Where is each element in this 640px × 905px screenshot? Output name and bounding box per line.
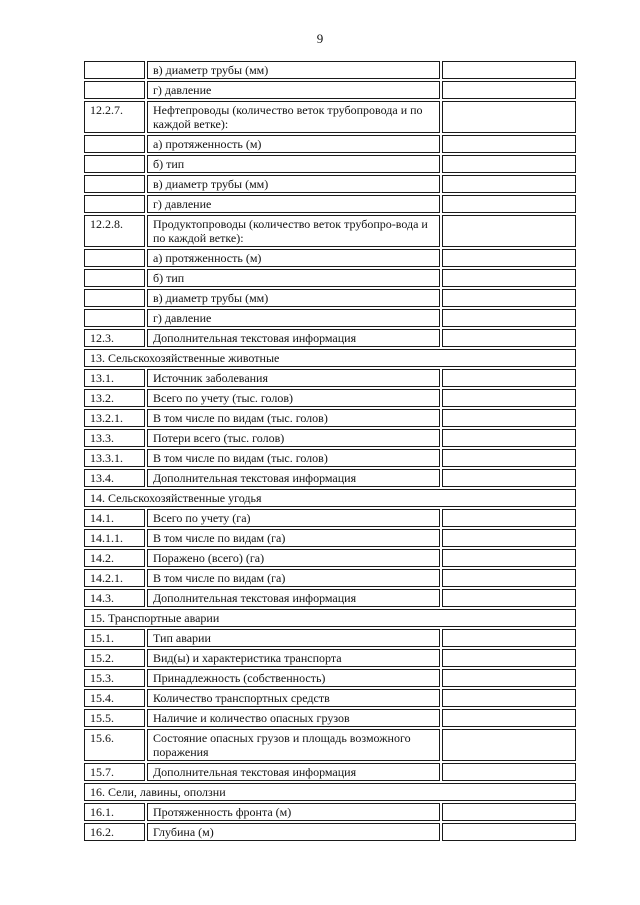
table-row <box>84 689 576 707</box>
item-number-cell: 16.2. <box>84 823 145 841</box>
item-description-cell: Вид(ы) и характеристика транспорта <box>147 649 440 667</box>
table-row <box>84 215 576 247</box>
table-row <box>84 269 576 287</box>
item-number-cell: 15.2. <box>84 649 145 667</box>
item-value-cell[interactable] <box>442 329 576 347</box>
item-value-cell[interactable] <box>442 529 576 547</box>
item-value-cell[interactable] <box>442 269 576 287</box>
item-description-cell: Нефтепроводы (количество веток трубопровода и по каждой ветке): <box>147 101 440 133</box>
item-description-cell: в) диаметр трубы (мм) <box>147 61 440 79</box>
item-value-cell[interactable] <box>442 289 576 307</box>
table-row <box>84 729 576 761</box>
item-value-cell[interactable] <box>442 101 576 133</box>
item-description-cell: Тип аварии <box>147 629 440 647</box>
table-row <box>84 569 576 587</box>
item-description-cell: г) давление <box>147 195 440 213</box>
table-row <box>84 509 576 527</box>
item-number-cell: 15.6. <box>84 729 145 761</box>
table-row <box>84 175 576 193</box>
item-description-cell: Источник заболевания <box>147 369 440 387</box>
section-header-row <box>84 489 576 507</box>
item-description-cell: Состояние опасных грузов и площадь возможного поражения <box>147 729 440 761</box>
item-number-cell: 15.5. <box>84 709 145 727</box>
section-header-row <box>84 609 576 627</box>
item-description-cell: а) протяженность (м) <box>147 249 440 267</box>
item-description-cell: б) тип <box>147 155 440 173</box>
item-number-cell: 13.2.1. <box>84 409 145 427</box>
item-description-cell: Дополнительная текстовая информация <box>147 469 440 487</box>
table-row <box>84 649 576 667</box>
table-row <box>84 823 576 841</box>
item-value-cell[interactable] <box>442 389 576 407</box>
item-number-cell <box>84 289 145 307</box>
item-description-cell: Продуктопроводы (количество веток трубопро-вода и по каждой ветке): <box>147 215 440 247</box>
item-number-cell: 15.1. <box>84 629 145 647</box>
section-header-row <box>84 783 576 801</box>
item-number-cell <box>84 309 145 327</box>
item-description-cell: Всего по учету (тыс. голов) <box>147 389 440 407</box>
table-row <box>84 763 576 781</box>
item-number-cell: 13.4. <box>84 469 145 487</box>
item-description-cell: Наличие и количество опасных грузов <box>147 709 440 727</box>
item-value-cell[interactable] <box>442 549 576 567</box>
item-value-cell[interactable] <box>442 449 576 467</box>
table-row <box>84 389 576 407</box>
item-value-cell[interactable] <box>442 729 576 761</box>
item-value-cell[interactable] <box>442 669 576 687</box>
table-row <box>84 529 576 547</box>
item-value-cell[interactable] <box>442 763 576 781</box>
item-number-cell: 12.2.7. <box>84 101 145 133</box>
page-number: 9 <box>316 31 324 46</box>
table-row <box>84 249 576 267</box>
item-value-cell[interactable] <box>442 249 576 267</box>
item-value-cell[interactable] <box>442 215 576 247</box>
item-number-cell <box>84 135 145 153</box>
item-description-cell: Потери всего (тыс. голов) <box>147 429 440 447</box>
item-number-cell <box>84 81 145 99</box>
item-description-cell: б) тип <box>147 269 440 287</box>
item-number-cell: 13.1. <box>84 369 145 387</box>
item-value-cell[interactable] <box>442 155 576 173</box>
item-number-cell: 14.3. <box>84 589 145 607</box>
table-row <box>84 81 576 99</box>
item-number-cell: 12.3. <box>84 329 145 347</box>
item-number-cell: 15.4. <box>84 689 145 707</box>
item-value-cell[interactable] <box>442 629 576 647</box>
item-description-cell: В том числе по видам (тыс. голов) <box>147 449 440 467</box>
item-value-cell[interactable] <box>442 195 576 213</box>
table-row <box>84 449 576 467</box>
form-table <box>84 61 576 843</box>
item-number-cell <box>84 155 145 173</box>
table-row <box>84 549 576 567</box>
item-value-cell[interactable] <box>442 649 576 667</box>
item-value-cell[interactable] <box>442 135 576 153</box>
item-description-cell: а) протяженность (м) <box>147 135 440 153</box>
table-row <box>84 309 576 327</box>
table-row <box>84 101 576 133</box>
item-number-cell: 16.1. <box>84 803 145 821</box>
item-description-cell: Дополнительная текстовая информация <box>147 329 440 347</box>
item-description-cell: Дополнительная текстовая информация <box>147 589 440 607</box>
item-value-cell[interactable] <box>442 803 576 821</box>
item-description-cell: Принадлежность (собственность) <box>147 669 440 687</box>
item-value-cell[interactable] <box>442 589 576 607</box>
table-row <box>84 803 576 821</box>
item-description-cell: в) диаметр трубы (мм) <box>147 175 440 193</box>
item-number-cell <box>84 175 145 193</box>
item-value-cell[interactable] <box>442 709 576 727</box>
item-description-cell: Количество транспортных средств <box>147 689 440 707</box>
item-number-cell: 12.2.8. <box>84 215 145 247</box>
section-title: 16. Сели, лавины, оползни <box>84 783 576 801</box>
item-value-cell[interactable] <box>442 509 576 527</box>
table-row <box>84 135 576 153</box>
item-number-cell: 15.7. <box>84 763 145 781</box>
section-title: 14. Сельскохозяйственные угодья <box>84 489 576 507</box>
table-row <box>84 61 576 79</box>
item-description-cell: В том числе по видам (га) <box>147 569 440 587</box>
table-row <box>84 669 576 687</box>
item-description-cell: Протяженность фронта (м) <box>147 803 440 821</box>
item-description-cell: Глубина (м) <box>147 823 440 841</box>
table-row <box>84 409 576 427</box>
item-number-cell: 14.2.1. <box>84 569 145 587</box>
item-description-cell: Всего по учету (га) <box>147 509 440 527</box>
table-row <box>84 329 576 347</box>
item-value-cell[interactable] <box>442 689 576 707</box>
item-value-cell[interactable] <box>442 369 576 387</box>
item-number-cell: 14.2. <box>84 549 145 567</box>
item-number-cell <box>84 195 145 213</box>
item-description-cell: Дополнительная текстовая информация <box>147 763 440 781</box>
item-number-cell: 15.3. <box>84 669 145 687</box>
section-header-row <box>84 349 576 367</box>
section-title: 15. Транспортные аварии <box>84 609 576 627</box>
table-row <box>84 155 576 173</box>
item-description-cell: В том числе по видам (тыс. голов) <box>147 409 440 427</box>
table-row <box>84 289 576 307</box>
table-row <box>84 429 576 447</box>
section-title: 13. Сельскохозяйственные животные <box>84 349 576 367</box>
table-row <box>84 195 576 213</box>
item-number-cell: 13.3.1. <box>84 449 145 467</box>
item-description-cell: Поражено (всего) (га) <box>147 549 440 567</box>
item-value-cell[interactable] <box>442 409 576 427</box>
item-number-cell: 13.2. <box>84 389 145 407</box>
table-row <box>84 369 576 387</box>
item-value-cell[interactable] <box>442 61 576 79</box>
item-value-cell[interactable] <box>442 175 576 193</box>
item-value-cell[interactable] <box>442 309 576 327</box>
item-description-cell: В том числе по видам (га) <box>147 529 440 547</box>
item-number-cell: 14.1. <box>84 509 145 527</box>
table-row <box>84 629 576 647</box>
item-number-cell: 13.3. <box>84 429 145 447</box>
item-description-cell: г) давление <box>147 309 440 327</box>
item-description-cell: г) давление <box>147 81 440 99</box>
item-number-cell <box>84 249 145 267</box>
item-value-cell[interactable] <box>442 81 576 99</box>
table-row <box>84 709 576 727</box>
item-value-cell[interactable] <box>442 429 576 447</box>
item-value-cell[interactable] <box>442 823 576 841</box>
item-value-cell[interactable] <box>442 569 576 587</box>
table-row <box>84 589 576 607</box>
item-number-cell <box>84 269 145 287</box>
table-row <box>84 469 576 487</box>
item-value-cell[interactable] <box>442 469 576 487</box>
item-number-cell <box>84 61 145 79</box>
item-description-cell: в) диаметр трубы (мм) <box>147 289 440 307</box>
item-number-cell: 14.1.1. <box>84 529 145 547</box>
